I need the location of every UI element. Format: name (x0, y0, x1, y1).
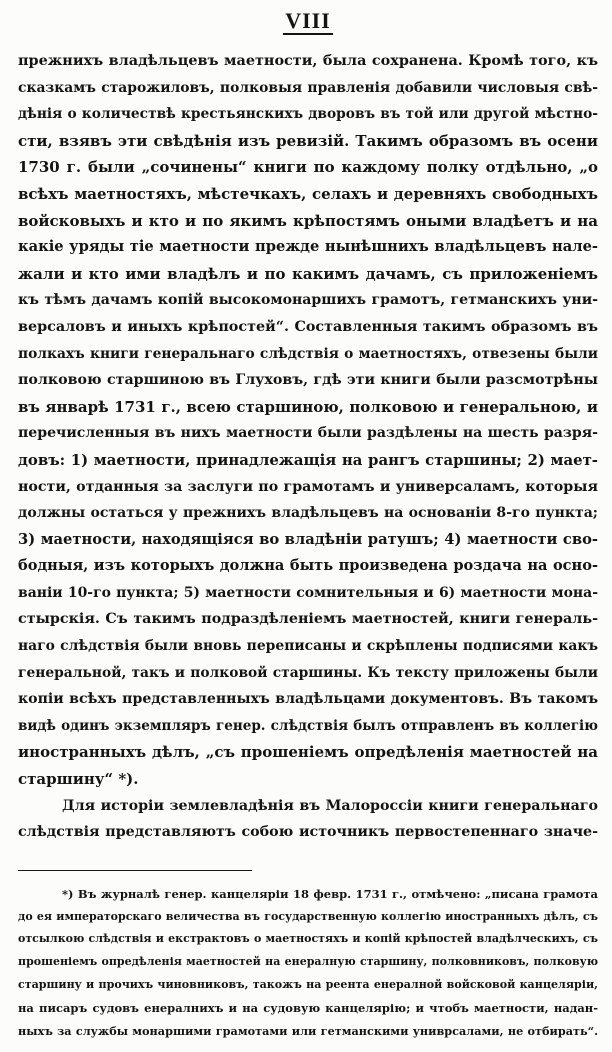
page-number: VIII (285, 8, 331, 33)
footnote-line: отсылкою слѣдствія и екстрактовъ о маетностяхъ и копій крѣпостей владѣлческихъ, съ (18, 932, 598, 946)
text-line: къ тѣмъ дачамъ копій высокомонаршихъ грамотъ, гетманскихъ уни- (18, 292, 598, 309)
text-line: довъ: 1) маетности, принадлежащія на рангъ старшины; 2) мает- (18, 450, 598, 469)
text-line: старшину“ *). (18, 770, 139, 789)
text-line: Для исторіи землевладѣнія въ Малороссіи книги генеральнаго (62, 797, 598, 814)
text-line: генеральной, такъ и полковой старшины. Къ тексту приложены были (18, 664, 598, 681)
text-line: жали и кто ими владѣлъ и по какимъ дачамъ, съ приложеніемъ (18, 264, 598, 283)
text-line: копіи всѣхъ представленныхъ владѣльцами документовъ. Въ такомъ (18, 691, 598, 708)
footnote (18, 883, 598, 1043)
footnote-line: на писаръ судовъ енералнихъ и на судовую канцелярію; и чтобъ маетности, надан- (18, 1000, 598, 1015)
footnote-line: прошеніемъ опредѣленія маетностей на енералную старшину, полковниковъ, полковую (18, 955, 598, 969)
text-line: прежнихъ владѣльцевъ маетности, была сохранена. Кромѣ того, къ (18, 52, 598, 69)
text-line: сказкамъ старожиловъ, полковыя правленія добавили числовыя свѣ- (18, 79, 598, 96)
text-line: стырскія. Съ такимъ подраздѣленіемъ маетностей, книги генераль- (18, 611, 598, 628)
text-line: дѣнія о количествѣ крестьянскихъ дворовъ въ той или другой мѣстно- (18, 106, 598, 123)
text-line: бодныя, изъ которыхъ должна быть произведена роздача на осно- (18, 557, 598, 575)
footnote-line: *) Въ журналѣ генер. канцеляріи 18 февр. 1731 г., отмѣчено: „писана грамота (62, 886, 598, 901)
footnote-line: до ея императорскаго величества въ государственную коллегію иностранныхъ дѣлъ, съ (18, 909, 598, 923)
text-line: 3) маетности, находящіяся во владѣніи ратушъ; 4) маетности сво- (18, 530, 598, 548)
text-line: полковою старшиною въ Глуховъ, гдѣ эти книги были разсмотрѣны (18, 372, 598, 389)
text-line: должны остаться у прежнихъ владѣльцевъ на основаніи 8-го пункта; (18, 505, 598, 522)
footnote-line: старшину и прочихъ чиновниковъ, такожъ на реента енералной войсковой канцеляріи, (18, 978, 598, 991)
text-line: версаловъ и иныхъ крѣпостей“. Составленныя такимъ образомъ въ (18, 318, 598, 335)
text-line: ности, отданныя за заслуги по грамотамъ и универсаламъ, которыя (18, 478, 598, 495)
text-line: полкахъ книги генеральнаго слѣдствія о маетностяхъ, отвезены были (18, 345, 598, 362)
text-line: сти, взявъ эти свѣдѣнія изъ ревизій. Такимъ образомъ въ осени (18, 131, 598, 150)
text-line: наго слѣдствія были вновь переписаны и скрѣплены подписями какъ (18, 638, 598, 655)
footnote-line: ныхъ за службы монаршими грамотами или гетманскими униврсалами, не отбирать“. (18, 1023, 598, 1038)
text-line: войсковыхъ и кто и по якимъ крѣпостямъ оными владѣетъ и на (18, 211, 598, 230)
text-line: ваніи 10-го пункта; 5) маетности сомнительныя и 6) маетности мона- (18, 584, 598, 601)
footnote-divider (18, 870, 252, 871)
text-line: слѣдствія представляютъ собою источникъ первостепеннаго значе- (18, 824, 598, 841)
main-text (18, 48, 598, 846)
text-line: видѣ одинъ экземпляръ генер. слѣдствія былъ отправленъ въ коллегію (18, 717, 598, 734)
text-line: въ январѣ 1731 г., всею старшиною, полковою и генеральною, и (18, 397, 598, 416)
text-line: всѣхъ маетностяхъ, мѣстечкахъ, селахъ и деревняхъ свободныхъ (18, 184, 598, 203)
text-line: иностранныхъ дѣлъ, „съ прошеніемъ опредѣленія маетностей на (18, 743, 598, 762)
text-line: перечисленныя въ нихъ маетности были раздѣлены на шесть разря- (18, 425, 598, 442)
text-line: 1730 г. были „сочинены“ книги по каждому полку отдѣльно, „о (18, 158, 598, 177)
text-line: какіе уряды тіе маетности прежде нынѣшнихъ владѣльцевъ нале- (18, 238, 598, 256)
